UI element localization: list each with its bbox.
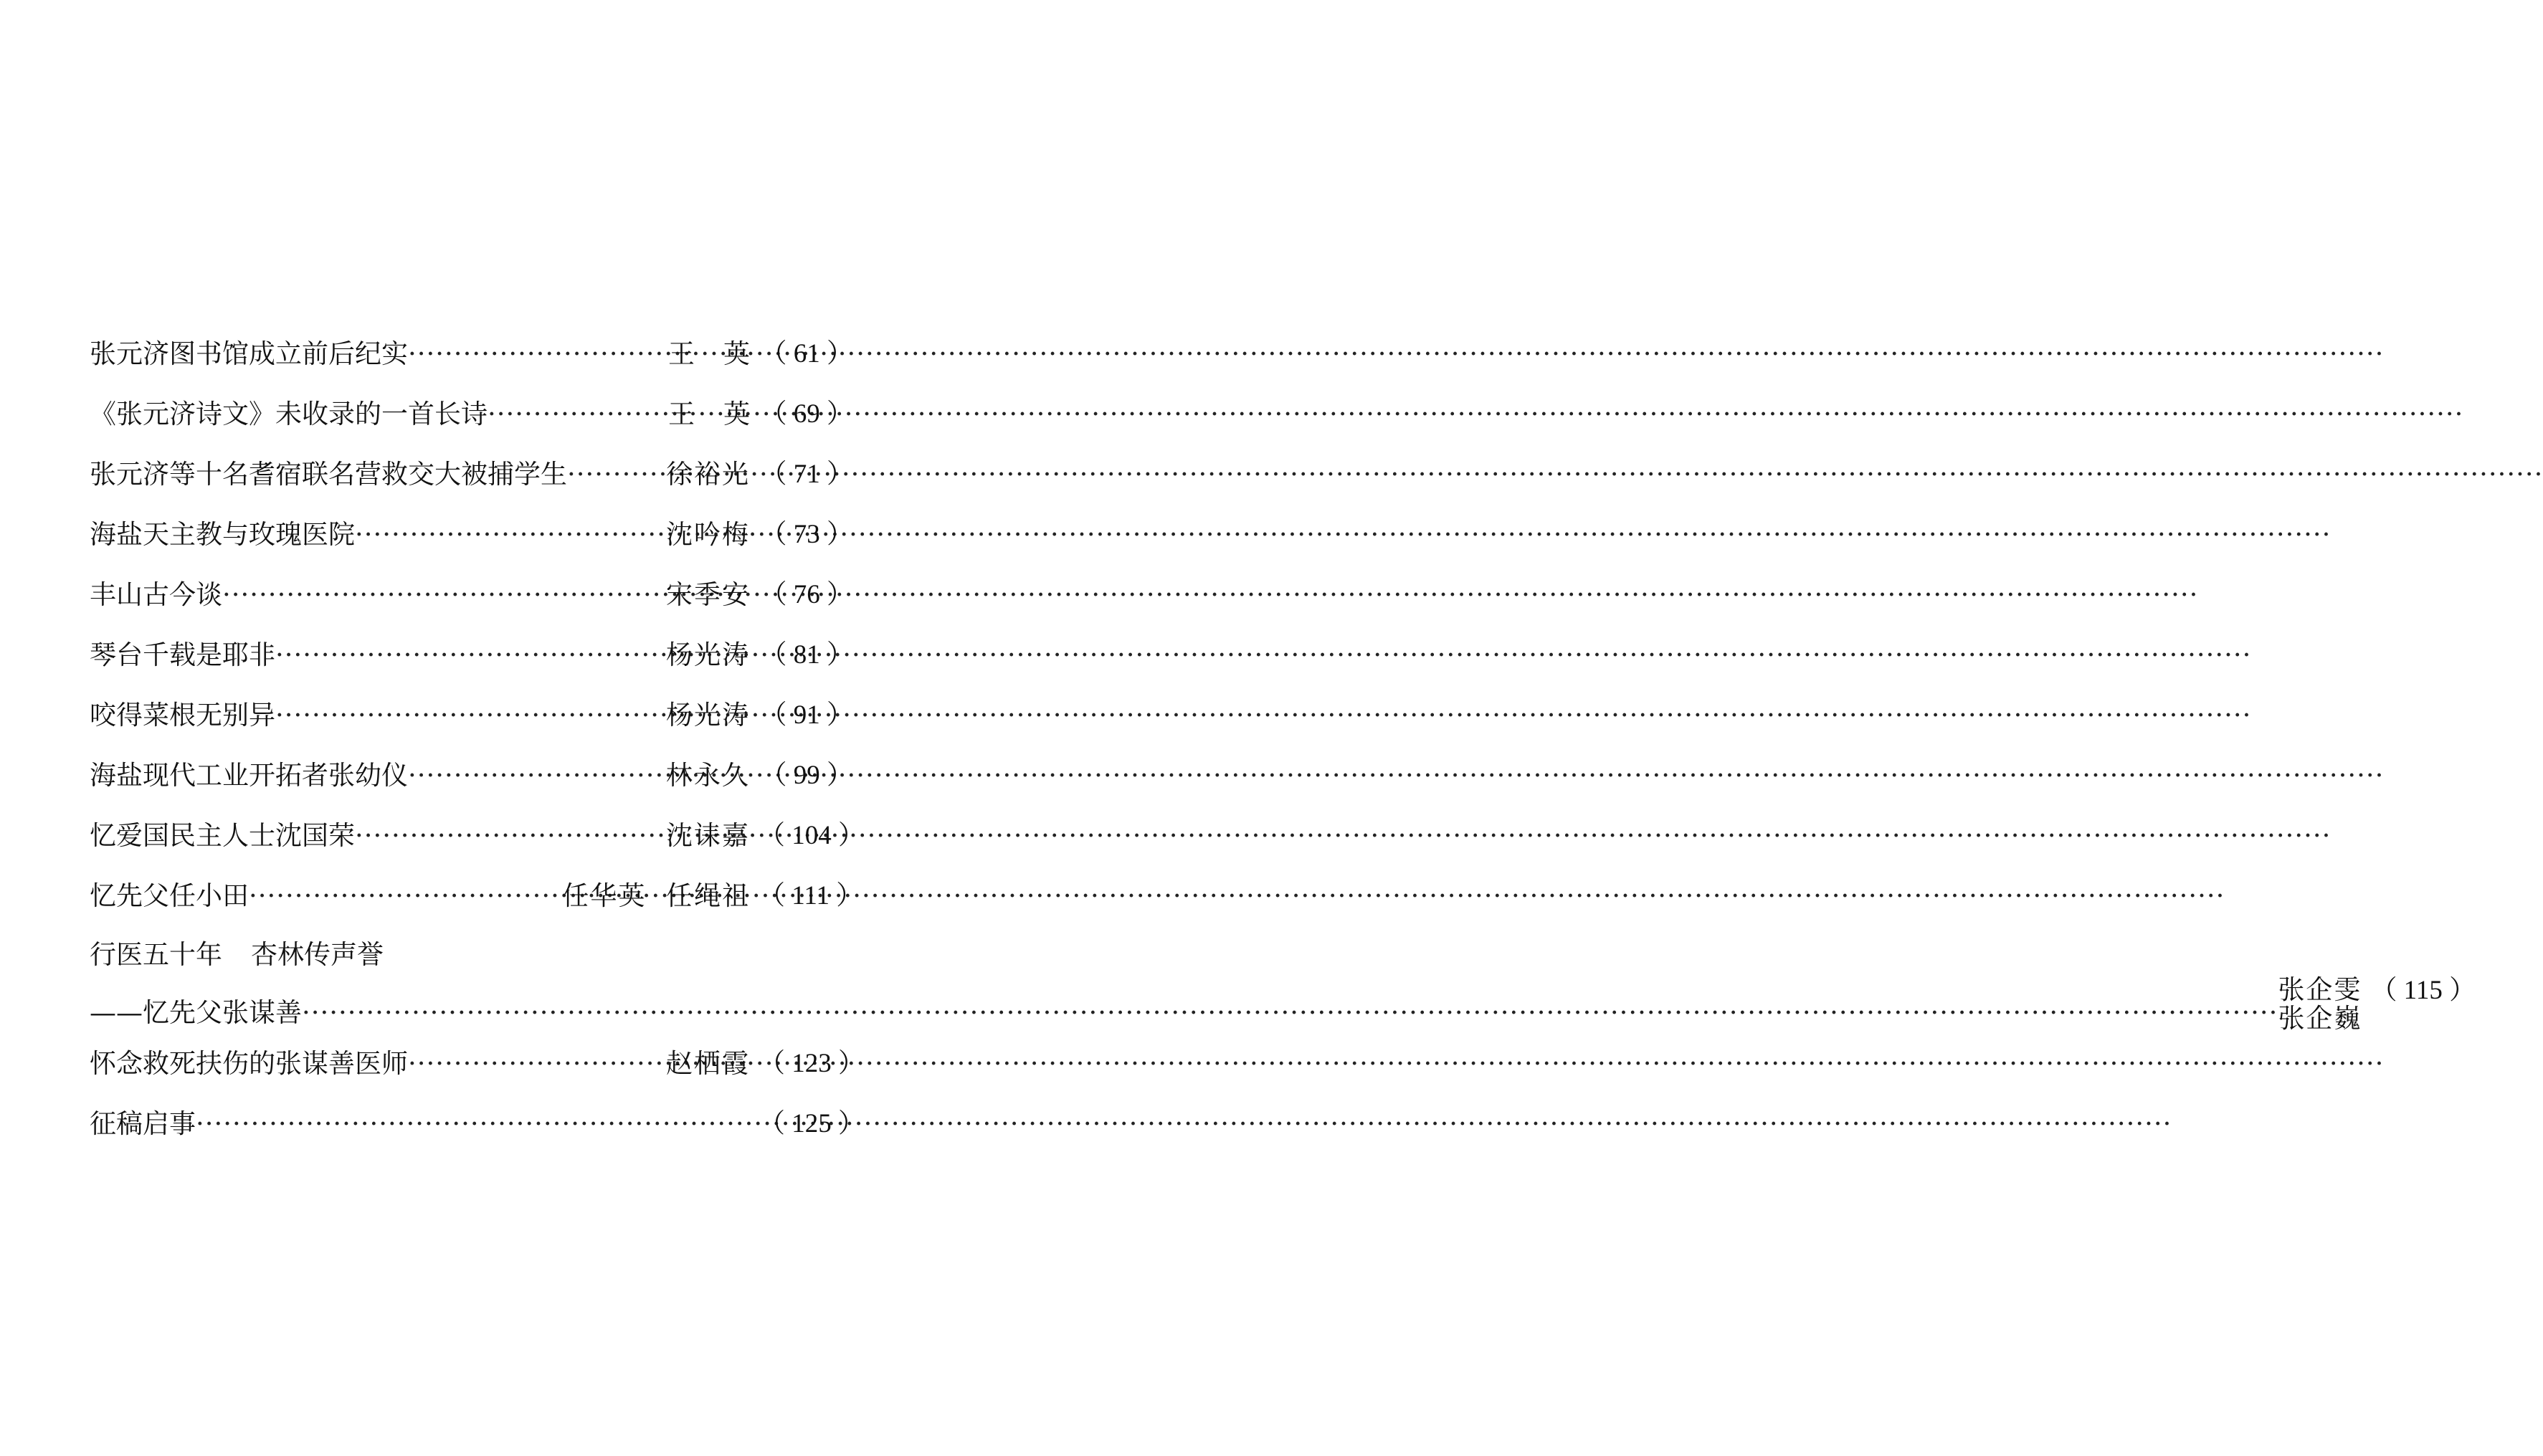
entry-subtitle: ——忆先父张谋善 bbox=[90, 996, 302, 1028]
entry-author: 杨光涛 bbox=[666, 699, 750, 731]
entry-author: 王英 bbox=[668, 398, 779, 429]
entry-author: 杨光涛 bbox=[666, 639, 750, 670]
entry-title: 张元济图书馆成立前后纪实 bbox=[90, 338, 408, 369]
entry-page: （ 123 ） bbox=[759, 1048, 865, 1078]
entry-author: 沈吟梅 bbox=[666, 518, 750, 550]
entry-author: 宋季安 bbox=[666, 579, 750, 610]
toc-entry bbox=[90, 866, 863, 926]
toc-entry bbox=[90, 384, 853, 444]
entry-title: 怀念救死扶伤的张谋善医师 bbox=[90, 1047, 408, 1079]
entry-page: （ 76 ） bbox=[760, 579, 853, 609]
toc-entry bbox=[90, 324, 853, 384]
leader-dots bbox=[408, 761, 666, 791]
entry-author: 林永久 bbox=[666, 759, 750, 791]
toc-entry-multiline bbox=[90, 926, 2476, 1034]
entry-title: 征稿启事 bbox=[90, 1108, 196, 1139]
entry-title: 忆先父任小田 bbox=[90, 880, 249, 911]
entry-page: （ 71 ） bbox=[760, 459, 853, 489]
entry-title-part-b: 杏林传声誉 bbox=[251, 939, 384, 970]
entry-page: （ 81 ） bbox=[760, 639, 853, 670]
toc-entry bbox=[90, 625, 853, 685]
entry-author: 张企巍 bbox=[2278, 1003, 2362, 1034]
entry-page: （ 61 ） bbox=[760, 338, 853, 368]
leader-dots bbox=[567, 460, 666, 490]
entry-title: 忆爱国民主人士沈国荣 bbox=[90, 819, 355, 851]
leader-dots bbox=[355, 520, 666, 550]
entry-author: 赵栖霞 bbox=[666, 1047, 750, 1079]
toc-entry bbox=[90, 444, 853, 505]
entry-author: 王英 bbox=[668, 338, 779, 369]
entry-title: 海盐天主教与玫瑰医院 bbox=[90, 518, 355, 550]
entry-page: （ 125 ） bbox=[759, 1108, 865, 1138]
leader-dots bbox=[302, 999, 2278, 1028]
toc-entry bbox=[90, 565, 853, 625]
entry-title: 丰山古今谈 bbox=[90, 579, 222, 610]
leader-dots bbox=[196, 1110, 736, 1139]
entry-title: 海盐现代工业开拓者张幼仪 bbox=[90, 759, 408, 791]
leader-dots bbox=[275, 641, 666, 670]
entry-title-part-a: 行医五十年 bbox=[90, 939, 222, 970]
entry-title: 张元济等十名耆宿联名营救交大被捕学生 bbox=[90, 458, 567, 490]
entry-author: 张企雯 bbox=[2278, 974, 2362, 1005]
table-of-contents bbox=[90, 324, 2476, 1154]
leader-dots bbox=[249, 882, 562, 911]
entry-title: 琴台千载是耶非 bbox=[90, 639, 275, 670]
leader-dots bbox=[222, 581, 666, 610]
entry-page: （ 73 ） bbox=[760, 519, 853, 549]
leader-dots bbox=[488, 400, 668, 429]
entry-author: 沈诔嘉 bbox=[666, 819, 750, 851]
entry-page: （ 111 ） bbox=[759, 880, 863, 910]
entry-author: 任华英 任绳祖 bbox=[562, 880, 750, 911]
leader-dots bbox=[355, 822, 656, 851]
leader-dots bbox=[408, 340, 668, 369]
entry-page: （ 104 ） bbox=[759, 820, 865, 850]
entry-title: 《张元济诗文》未收录的一首长诗 bbox=[90, 398, 488, 429]
entry-page: （ 91 ） bbox=[760, 700, 853, 730]
entry-title-block bbox=[90, 941, 2278, 1034]
entry-page: （ 115 ） bbox=[2370, 975, 2476, 1005]
entry-page: （ 99 ） bbox=[760, 760, 853, 790]
toc-entry bbox=[90, 505, 853, 565]
toc-entry bbox=[90, 746, 853, 806]
toc-entry bbox=[90, 1094, 865, 1154]
entry-title-line2 bbox=[90, 992, 2278, 1034]
entry-title: 咬得菜根无别异 bbox=[90, 699, 275, 731]
entry-title-line1 bbox=[90, 941, 2278, 992]
toc-entry bbox=[90, 806, 865, 866]
leader-dots bbox=[408, 1050, 656, 1079]
entry-authors bbox=[2278, 976, 2362, 1034]
entry-page: （ 69 ） bbox=[760, 399, 853, 429]
toc-entry bbox=[90, 1034, 865, 1094]
leader-dots bbox=[275, 701, 666, 731]
entry-author: 徐裕光 bbox=[666, 458, 750, 490]
toc-entry bbox=[90, 685, 853, 746]
